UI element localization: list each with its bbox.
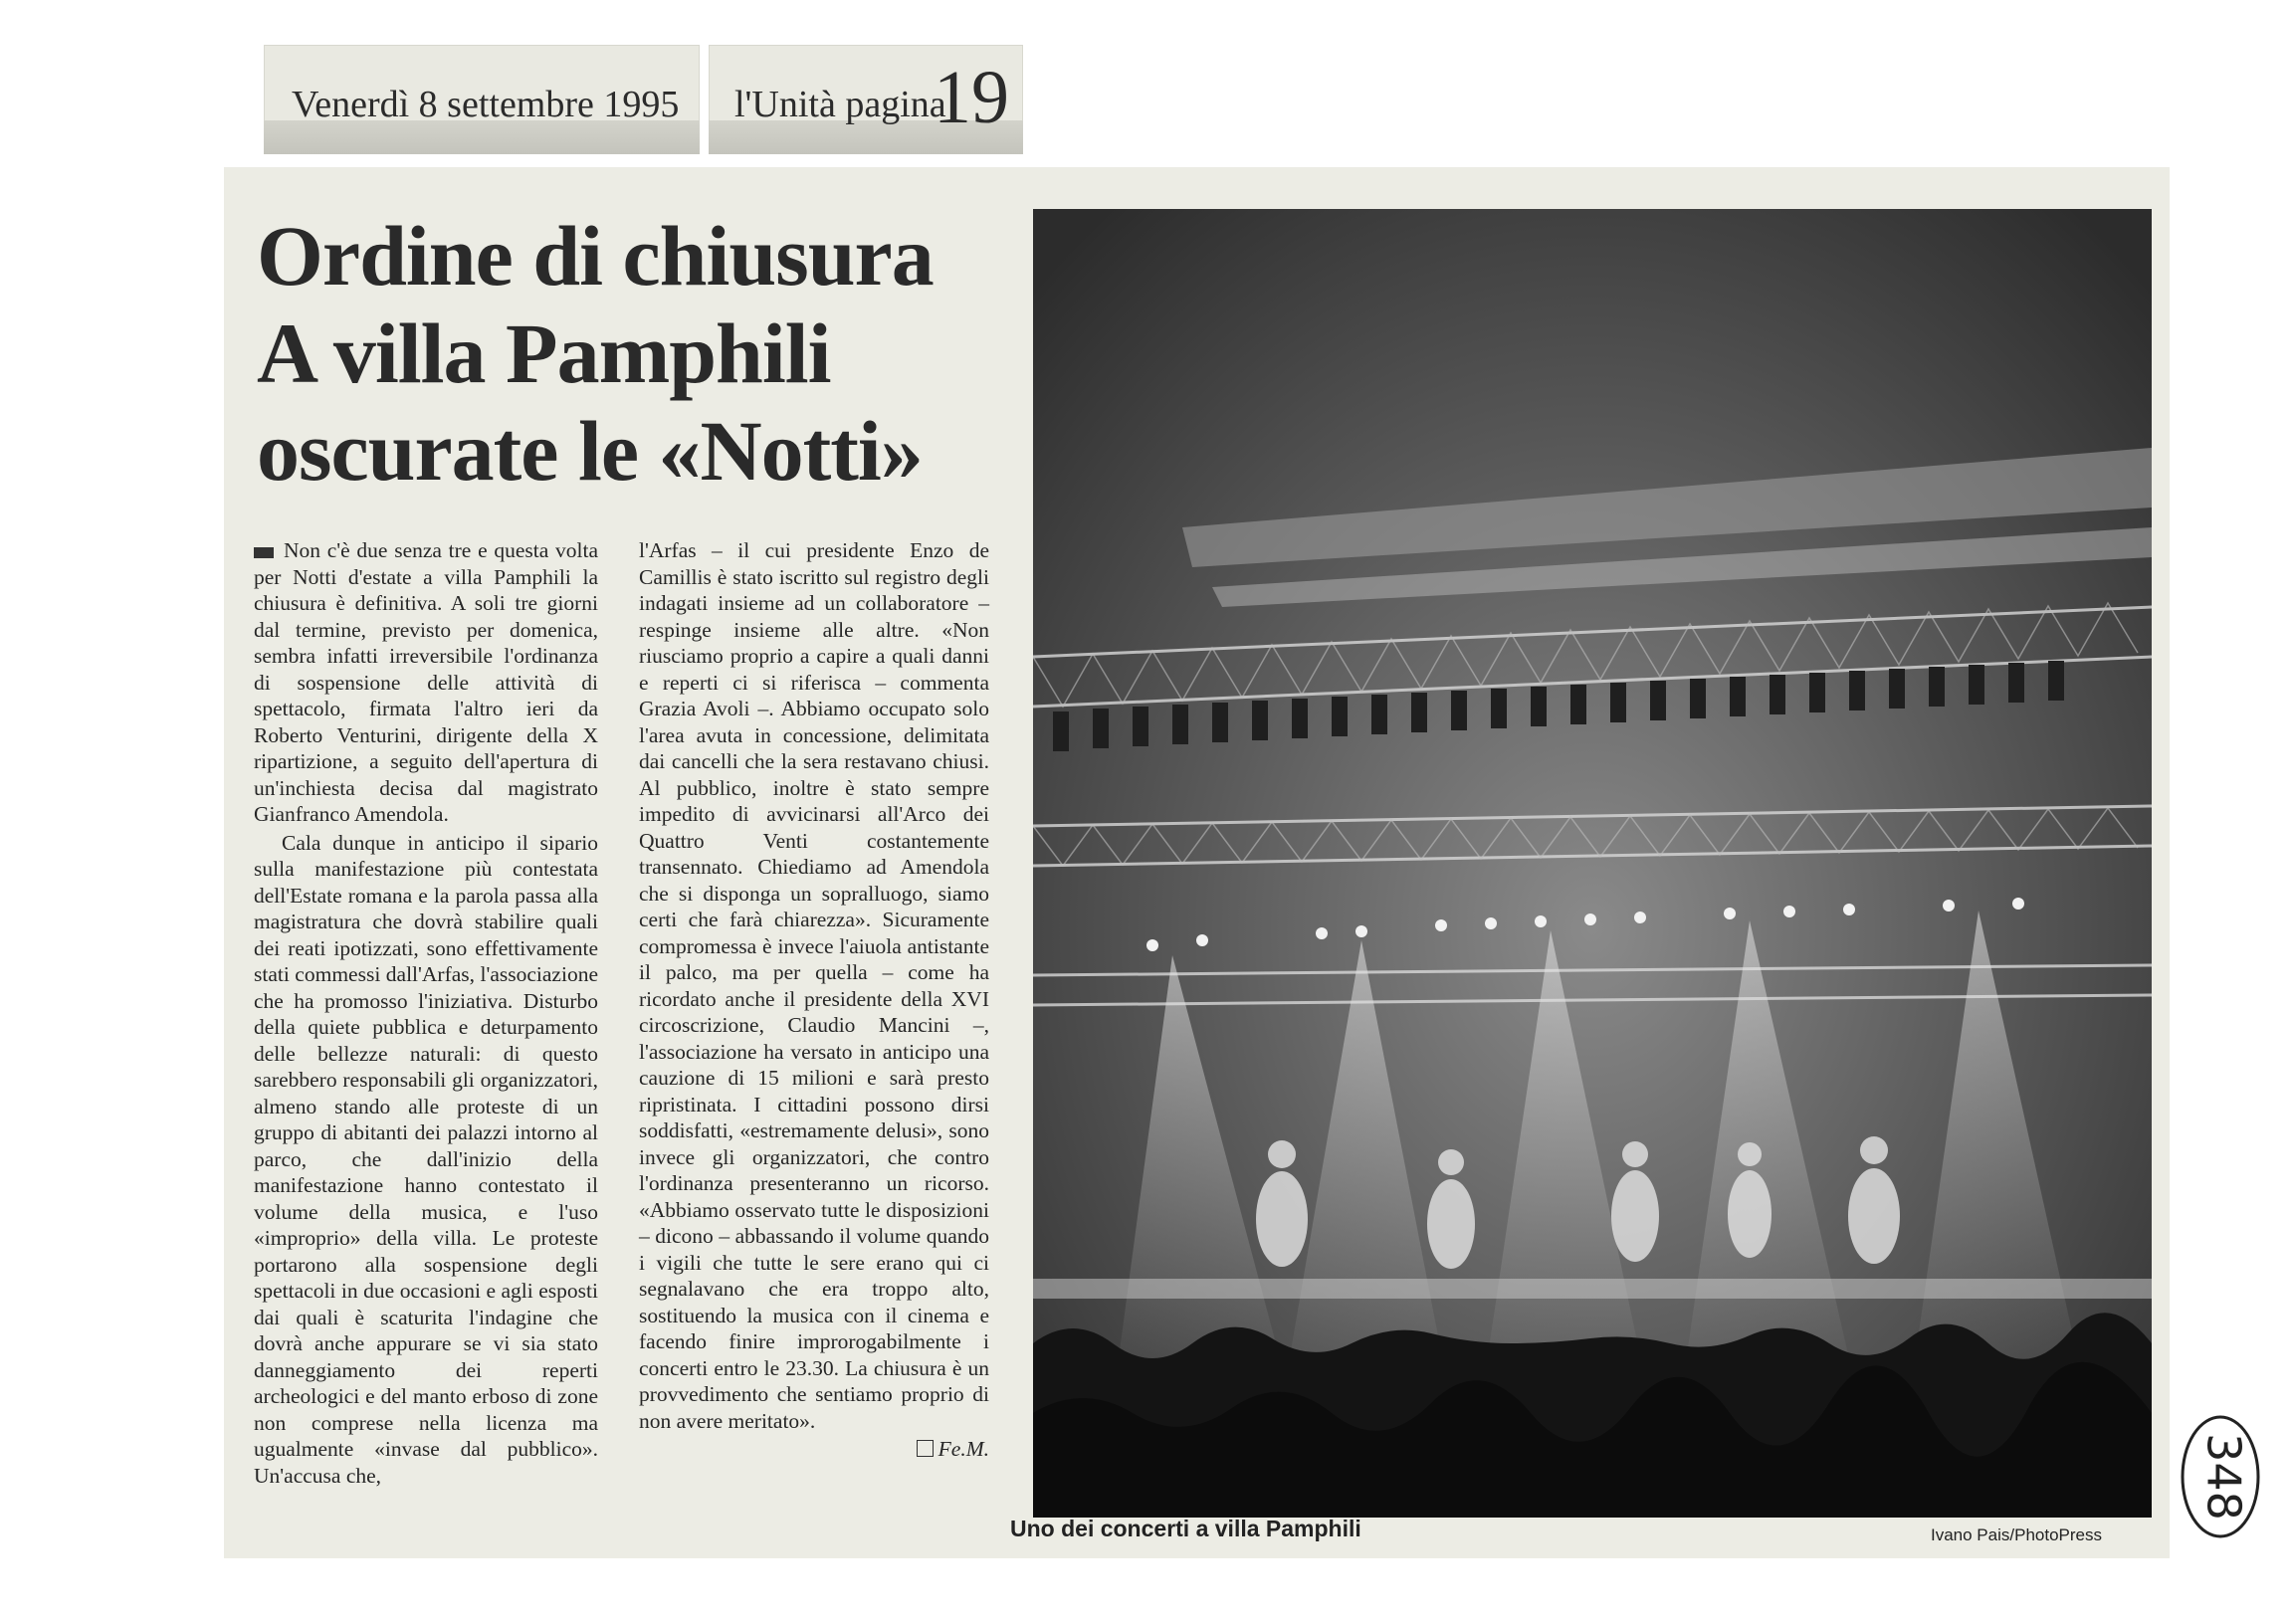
- masthead-date-strip: [264, 45, 700, 154]
- article-column-2: [639, 537, 989, 1463]
- article-paragraph: Cala dunque in anticipo il sipario sulla manifestazione più contestata dell'Estate romana e la parola passa alla magistratura che dovrà stabilire quali dei reati ipotizzati, sono effettivamente stati commessi dall'Arfas, l'associazione che ha promosso l'iniziativa. Disturbo della quiete pubblica e deturpamento delle bellezze naturali: di questo sarebbero responsabili gli organizzatori, almeno stando alle proteste di un gruppo di abitanti dei palazzi intorno al parco, che dall'inizio della manifestazione hanno contestato il volume della musica, e l'uso «improprio» della villa. Le proteste portarono alla sospensione degli spettacoli in due occasioni e agli esposti dai quali è scaturita l'indagine che dovrà anche appurare se vi sia stato danneggiamento dei reperti archeologici e del manto erboso di zone non comprese nella licenza ma ugualmente «invase dal pubblico». Un'accusa che,: [254, 830, 598, 1488]
- concert-photo: [1033, 209, 2152, 1518]
- article-paragraph: Non c'è due senza tre e questa volta per Notti d'estate a villa Pamphili la chiusura è definitiva. A soli tre giorni dal termine, previsto per domenica, sembra infatti irreversibile l'ordinanza di sospensione delle attività di spettacolo, firmata l'altro ieri da Roberto Venturini, dirigente della X ripartizione, a seguito dell'apertura di un'inchiesta decisa dal magistrato Gianfranco Amendola.: [254, 538, 598, 826]
- masthead-date: Venerdì 8 settembre 1995: [292, 84, 680, 125]
- headline-line: oscurate le «Notti»: [257, 403, 923, 499]
- bullet-marker: [254, 547, 274, 558]
- photo-credit: Ivano Pais/PhotoPress: [1931, 1525, 2102, 1544]
- archive-number: 348: [2196, 1433, 2251, 1521]
- masthead-paper: l'Unità pagina: [734, 84, 946, 125]
- article-paragraph: l'Arfas – il cui presidente Enzo de Camillis è stato iscritto sul registro degli indagati insieme ad un collaboratore – respinge insieme alle altre. «Non riusciamo proprio a capire a quali danni e reperti ci si riferisca – commenta Grazia Avoli –. Abbiamo occupato solo l'area avuta in concessione, delimitata dai cancelli che la sera restavano chiusi. Al pubblico, inoltre è stato sempre impedito di avvicinarsi all'Arco dei Quattro Venti costantemente transennato. Chiediamo ad Amendola che si disponga un sopralluogo, siamo certi che farà chiarezza». Sicuramente compromessa è invece l'aiuola antistante il palco, ma per quella – come ha ricordato anche il presidente della XVI circoscrizione, Claudio Mancini –, l'associazione ha versato in anticipo una cauzione di 15 milioni e sarà presto ripristinata. I cittadini possono dirsi soddisfatti, «estremamente delusi», sono invece gli organizzatori, che contro l'ordinanza presenteranno un ricorso. «Abbiamo osservato tutte le disposizioni – dicono – abbassando il volume quando i vigili che tutte le sere erano qui ci segnalavano che era troppo alto, sostituendo la musica con il cinema e facendo finire improrogabilmente i concerti entro le 23.30. La chiusura è un provvedimento che sentiamo proprio di non avere meritato».: [639, 538, 989, 1433]
- photo-caption: Uno dei concerti a villa Pamphili: [1010, 1516, 1361, 1541]
- author-signature: Fe.M.: [917, 1436, 989, 1463]
- headline-line: A villa Pamphili: [257, 305, 831, 401]
- masthead-page-number: 19: [934, 56, 1009, 139]
- article-column-1: [254, 537, 598, 1491]
- masthead-page-strip: [709, 45, 1023, 154]
- archive-number-stamp: [2178, 1413, 2263, 1540]
- headline: [257, 207, 1013, 500]
- headline-line: Ordine di chiusura: [257, 208, 934, 304]
- signature-box-icon: [917, 1440, 934, 1457]
